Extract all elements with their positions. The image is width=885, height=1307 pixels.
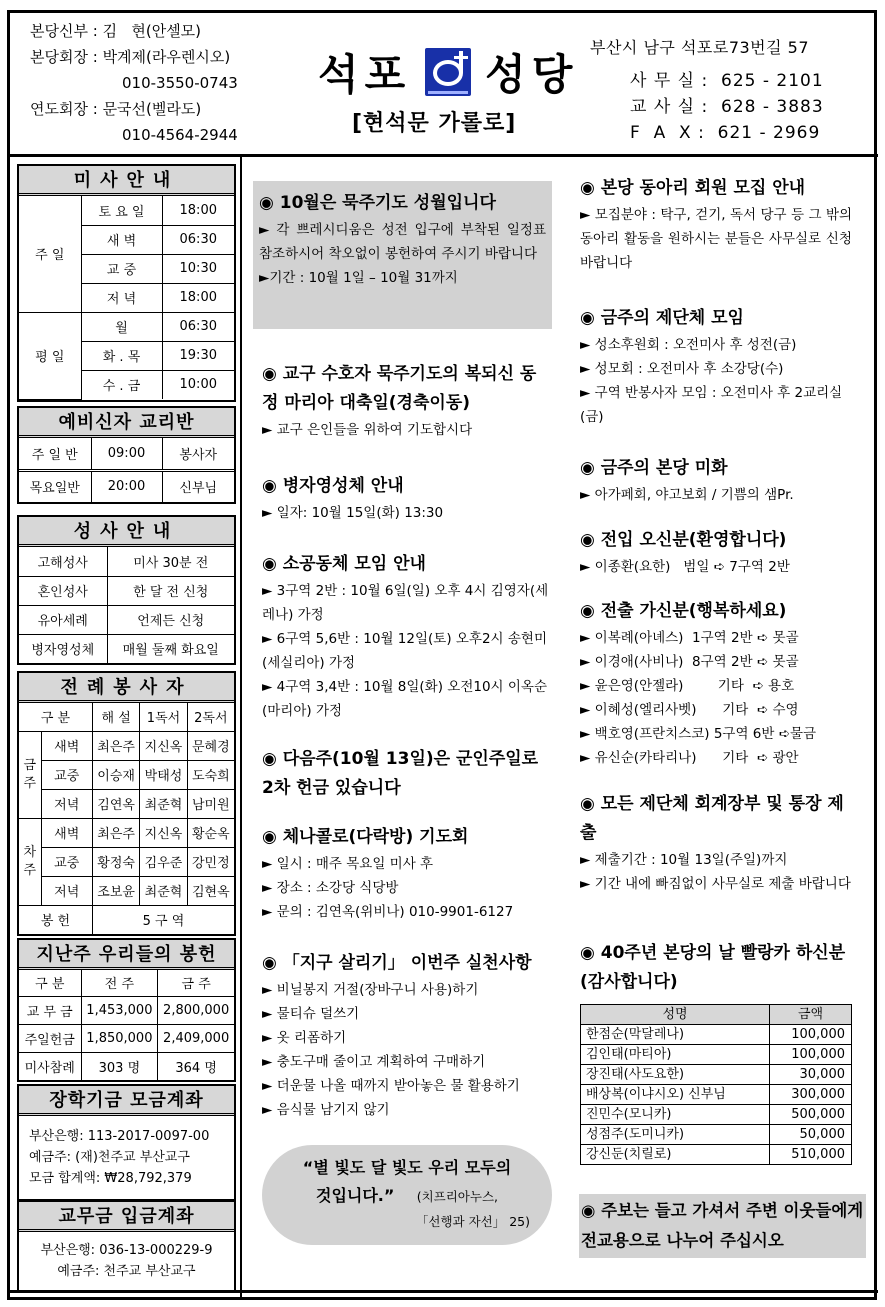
table-row: 장진태(사도요한) 30,000 [581,1065,852,1085]
scholarship-account-details: 부산은행: 113-2017-0097-00 예금주: (재)천주교 부산교구 모금 합계액: ₩28,792,379 [29,1129,210,1186]
liturgy-servers-table: 구 분 해 설 1독서 2독서 금주 새벽 최은주 지신옥 문혜경 교중 이승재 박태성 도숙희 저녁 김연옥 최준혁 남미원 차주 새벽 최은주 지신옥 황순옥 교중 황정숙 김우준 강민정 저녁 조보윤 최준혁 김현옥 봉 헌 5 구 역 [19,703,234,934]
donors-table: 성명 금액 한점순(막달레나) 100,000 김인태(마티아) 100,000 장진태(사도요한) 30,000 배상복(이냐시오) 신부님 300,000 진민수(모니카) 500,000 성점주(도미니카) 50,000 강신둔(치릴로) 510,000 [580,1004,852,1165]
move-in-notice: ◉ 전입 오신분(환영합니다) ► 이종환(요한) 범일 ➪ 7구역 2반 [580,530,790,575]
sacraments-table: 고해성사 미사 30분 전 혼인성사 한 달 전 신청 유아세례 언제든 신청 병자영성체 매월 둘째 화요일 [19,547,234,663]
catechumen-title: 예비신자 교리반 [19,408,234,438]
column-divider [240,155,242,1297]
ledger-submission-notice: ◉ 모든 제단체 회계장부 및 통장 제출 ► 제출기간 : 10월 13일(주일)까지 ► 기간 내에 빠짐없이 사무실로 제출 바랍니다 [580,794,851,892]
dues-account-title: 교무금 입금계좌 [19,1202,234,1232]
rosary-month-notice: ◉ 10월은 묵주기도 성월입니다 ► 각 쁘레시디움은 성전 입구에 부착된 일정표 참조하시어 착오없이 봉헌하여 주시기 바랍니다 ►기간 : 10월 1일 – 10월 31까지 [253,181,552,329]
donors-table-wrap [580,1004,852,1165]
pastor-row: 본당신부 : 김 현(안셀모) [30,22,202,40]
offerings-title: 지난주 우리들의 봉헌 [19,940,234,970]
memorial-president-row: 연도회장 : 문국선(벨라도) [30,100,202,118]
dues-account-box [17,1200,236,1292]
church-emblem-icon [425,48,471,96]
bottom-border [10,1290,878,1293]
scholarship-title: 장학기금 모금계좌 [19,1086,234,1116]
office-phone: 사 무 실 : 625 - 2101 [630,71,824,91]
table-row: 성점주(도미니카) 50,000 [581,1125,852,1145]
rosary-feast-notice: ◉ 교구 수호자 묵주기도의 복되신 동정 마리아 대축일(경축이동) ► 교구 은인들을 위하여 기도합시다 [262,364,537,438]
liturgy-servers-box [17,671,236,936]
parish-title: 석포 성당 [318,50,579,99]
dues-account-details: 부산은행: 036-13-000229-9 예금주: 천주교 부산교구 [40,1243,213,1279]
bulletin-share-notice: ◉ 주보는 들고 가셔서 주변 이웃들에게 전교용으로 나누어 주십시오 [579,1194,866,1258]
memorial-president-phone: 010-4564-2944 [122,126,238,144]
table-row: 배상복(이냐시오) 신부님 300,000 [581,1085,852,1105]
move-out-notice: ◉ 전출 가신분(행복하세요) ► 이복례(아녜스) 1구역 2반 ➪ 못골 ► 이경애(사비나) 8구역 2반 ➪ 못골 ► 윤은영(안젤라) 기타 ➪ 용호 ► 이혜성(엘리사벳) 기타 ➪ 수영 ► 백호영(프란치스코) 5구역 6반 ➪물금 ► 유신순(카타리나) 기타 ➪ 광안 [580,601,817,766]
military-sunday-notice: ◉ 다음주(10월 13일)은 군인주일로 2차 헌금 있습니다 [262,749,539,798]
teacher-room-phone: 교 사 실 : 628 - 3883 [630,97,824,117]
table-row: 강신둔(치릴로) 510,000 [581,1145,852,1165]
header-divider [10,154,878,157]
sacraments-title: 성사안내 [19,517,234,547]
president-phone: 010-3550-0743 [122,74,238,92]
table-row: 한점순(막달레나) 100,000 [581,1025,852,1045]
cleaning-notice: ◉ 금주의 본당 미화 ► 아가페회, 야고보회 / 기쁨의 샘Pr. [580,458,794,503]
table-row: 김인태(마티아) 100,000 [581,1045,852,1065]
sacraments-box [17,515,236,665]
anniversary-donors-notice: ◉ 40주년 본당의 날 빨랑카 하신분 (감사합니다) [580,943,846,992]
catechumen-class-box [17,406,236,504]
mass-schedule-table: 주 일 토 요 일 18:00 새 벽 06:30 교 중 10:30 저 녁 18:00 평 일 월 06:30 화 . 목 19:30 수 . 금 10:00 [19,196,234,400]
groups-meeting-notice: ◉ 금주의 제단체 모임 ► 성소후원회 : 오전미사 후 성전(금) ► 성모회 : 오전미사 후 소강당(수) ► 구역 반봉사자 모임 : 오전미사 후 2교리실(금) [580,308,843,425]
address: 부산시 남구 석포로73번길 57 [590,38,810,57]
mass-schedule-box [17,164,236,402]
weekly-quote: “별 빛도 달 빛도 우리 모두의 것입니다.” (치프리아누스, 「선행과 자선」 25) [262,1145,552,1245]
club-recruitment-notice: ◉ 본당 동아리 회원 모집 안내 ► 모집분야 : 탁구, 걷기, 독서 당구 등 그 밖의 동아리 활동을 원하시는 분들은 사무실로 신청 바랍니다 [580,178,852,271]
save-earth-notice: ◉ 「지구 살리기」 이번주 실천사항 ► 비닐봉지 거절(장바구니 사용)하기 ► 물티슈 덜쓰기 ► 옷 리폼하기 ► 충도구매 줄이고 계획하여 구매하기 ► 더운물 나올 때까지 받아놓은 물 활용하기 ► 음식물 남기지 않기 [262,953,532,1118]
offerings-box [17,938,236,1082]
small-community-notice: ◉ 소공동체 모임 안내 ► 3구역 2반 : 10월 6일(일) 오후 4시 김영자(세레나) 가정 ► 6구역 5,6반 : 10월 12일(토) 오후2시 송현미(세실리아) 가정 ► 4구역 3,4반 : 10월 8일(화) 오전10시 이옥순(마리아) 가정 [262,554,549,719]
offerings-table: 구 분 전 주 금 주 교 무 금 1,453,000 2,800,000 주일헌금 1,850,000 2,409,000 미사참례 303 명 364 명 [19,970,234,1080]
parish-contacts [590,35,824,146]
scholarship-account-box [17,1084,236,1201]
liturgy-servers-title: 전례봉사자 [19,673,234,703]
patron-saint: [현석문 가롤로] [352,111,517,136]
mass-schedule-title: 미사안내 [19,166,234,196]
president-row: 본당회장 : 박계제(라우렌시오) [30,48,231,66]
table-row: 진민수(모니카) 500,000 [581,1105,852,1125]
cenacle-prayer-notice: ◉ 체나콜로(다락방) 기도회 ► 일시 : 매주 목요일 미사 후 ► 장소 : 소강당 식당방 ► 문의 : 김연옥(위비나) 010-9901-6127 [262,827,514,920]
catechumen-table: 주 일 반 09:00 봉사자 목요일반 20:00 신부님 [19,438,234,502]
parish-staff [30,18,238,148]
sick-communion-notice: ◉ 병자영성체 안내 ► 일자: 10월 15일(화) 13:30 [262,476,444,521]
fax: F A X : 621 - 2969 [630,123,821,143]
